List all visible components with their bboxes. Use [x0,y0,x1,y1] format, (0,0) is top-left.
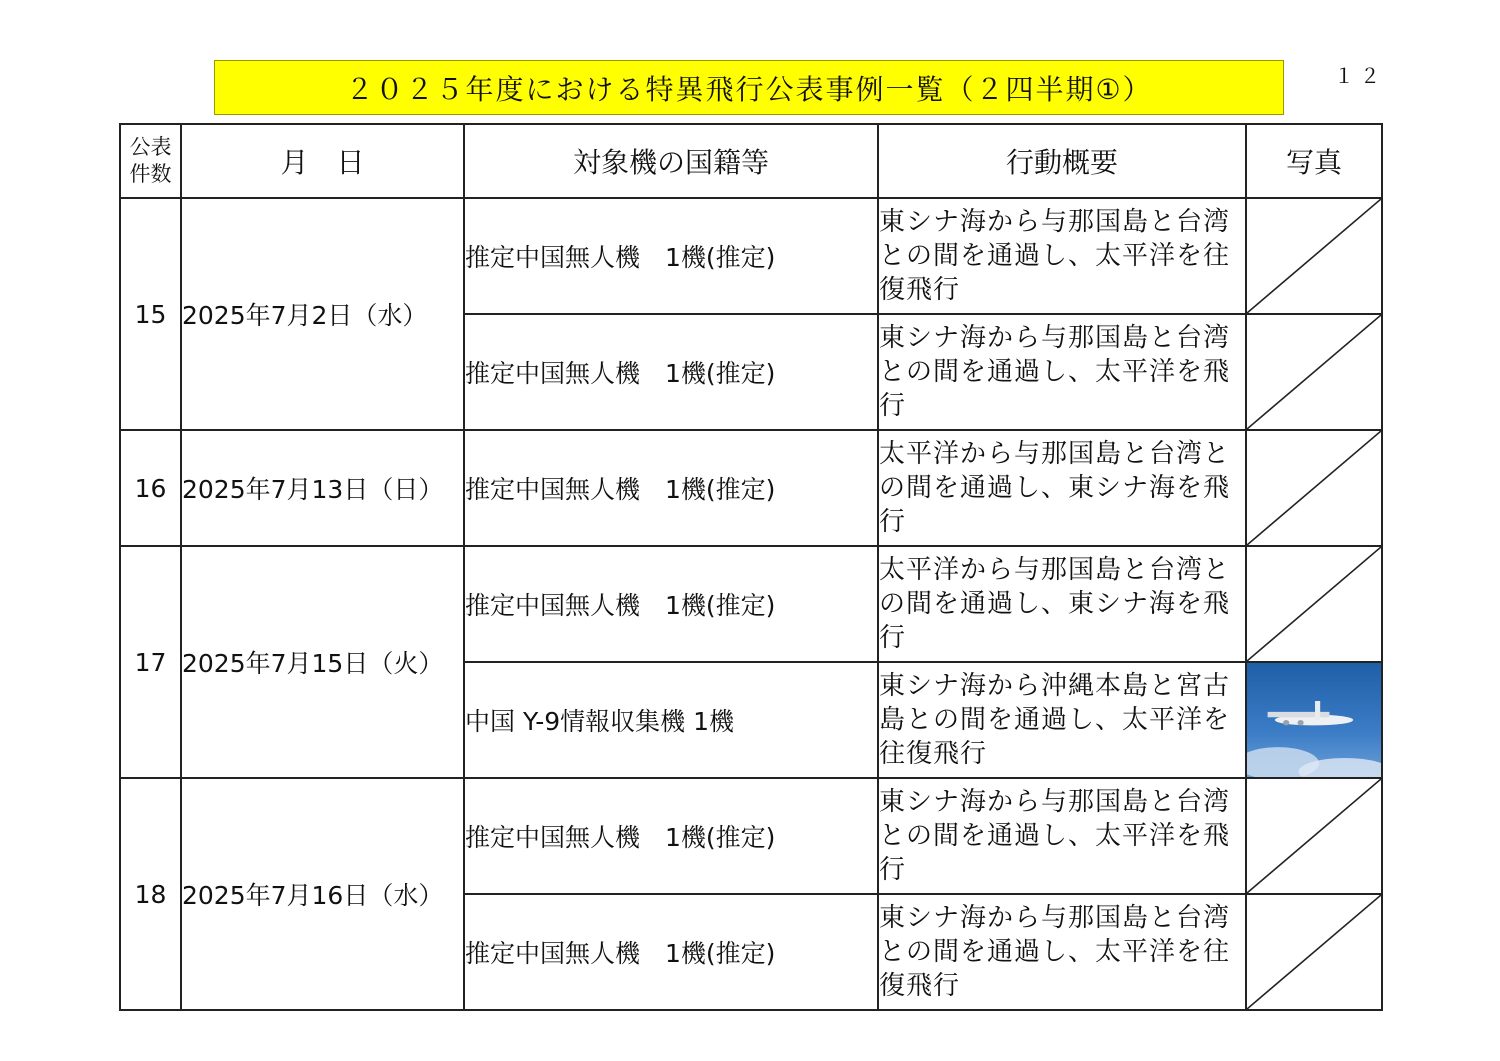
aircraft-cell: 推定中国無人機 1機(推定) [464,198,878,314]
diagonal-slash-icon [1247,547,1381,661]
table-row [120,430,1382,546]
diagonal-slash-icon [1247,199,1381,313]
count-cell: 16 [120,430,181,546]
incident-table [119,123,1383,1011]
summary-cell: 太平洋から与那国島と台湾との間を通過し、東シナ海を飛行 [878,546,1246,662]
diagonal-slash-icon [1247,315,1381,429]
date-cell: 2025年7月16日（水） [181,778,464,1010]
diagonal-slash-icon [1247,895,1381,1009]
header-photo: 写真 [1246,124,1382,198]
summary-cell: 東シナ海から与那国島と台湾との間を通過し、太平洋を往復飛行 [878,894,1246,1010]
header-date: 月 日 [181,124,464,198]
count-cell: 15 [120,198,181,430]
aircraft-cell: 推定中国無人機 1機(推定) [464,546,878,662]
summary-cell: 東シナ海から沖縄本島と宮古島との間を通過し、太平洋を往復飛行 [878,662,1246,778]
aircraft-cell: 推定中国無人機 1機(推定) [464,778,878,894]
header-count [120,124,181,198]
date-cell: 2025年7月2日（水） [181,198,464,430]
date-cell: 2025年7月15日（火） [181,546,464,778]
diagonal-slash-icon [1247,779,1381,893]
header-row [120,124,1382,198]
header-count-line2: 件数 [129,162,172,186]
count-cell: 17 [120,546,181,778]
photo-cell-empty [1246,430,1382,546]
photo-cell-empty [1246,894,1382,1010]
table-row [120,198,1382,314]
table-row [120,778,1382,894]
summary-cell: 東シナ海から与那国島と台湾との間を通過し、太平洋を飛行 [878,778,1246,894]
diagonal-slash-icon [1247,431,1381,545]
header-aircraft: 対象機の国籍等 [464,124,878,198]
summary-cell: 東シナ海から与那国島と台湾との間を通過し、太平洋を飛行 [878,314,1246,430]
header-summary: 行動概要 [878,124,1246,198]
date-cell: 2025年7月13日（日） [181,430,464,546]
aircraft-cell: 推定中国無人機 1機(推定) [464,894,878,1010]
aircraft-cell: 中国 Y-9情報収集機 1機 [464,662,878,778]
count-cell: 18 [120,778,181,1010]
photo-cell-empty [1246,198,1382,314]
page-number: １２ [1334,64,1386,88]
photo-cell-empty [1246,546,1382,662]
aircraft-cell: 推定中国無人機 1機(推定) [464,430,878,546]
aircraft-photo [1247,663,1381,777]
header-count-line1: 公表 [129,135,172,159]
page-title: ２０２５年度における特異飛行公表事例一覧（２四半期①） [214,60,1284,115]
table-row [120,546,1382,662]
photo-cell-empty [1246,778,1382,894]
aircraft-cell: 推定中国無人機 1機(推定) [464,314,878,430]
photo-cell [1246,662,1382,778]
summary-cell: 太平洋から与那国島と台湾との間を通過し、東シナ海を飛行 [878,430,1246,546]
summary-cell: 東シナ海から与那国島と台湾との間を通過し、太平洋を往復飛行 [878,198,1246,314]
photo-cell-empty [1246,314,1382,430]
